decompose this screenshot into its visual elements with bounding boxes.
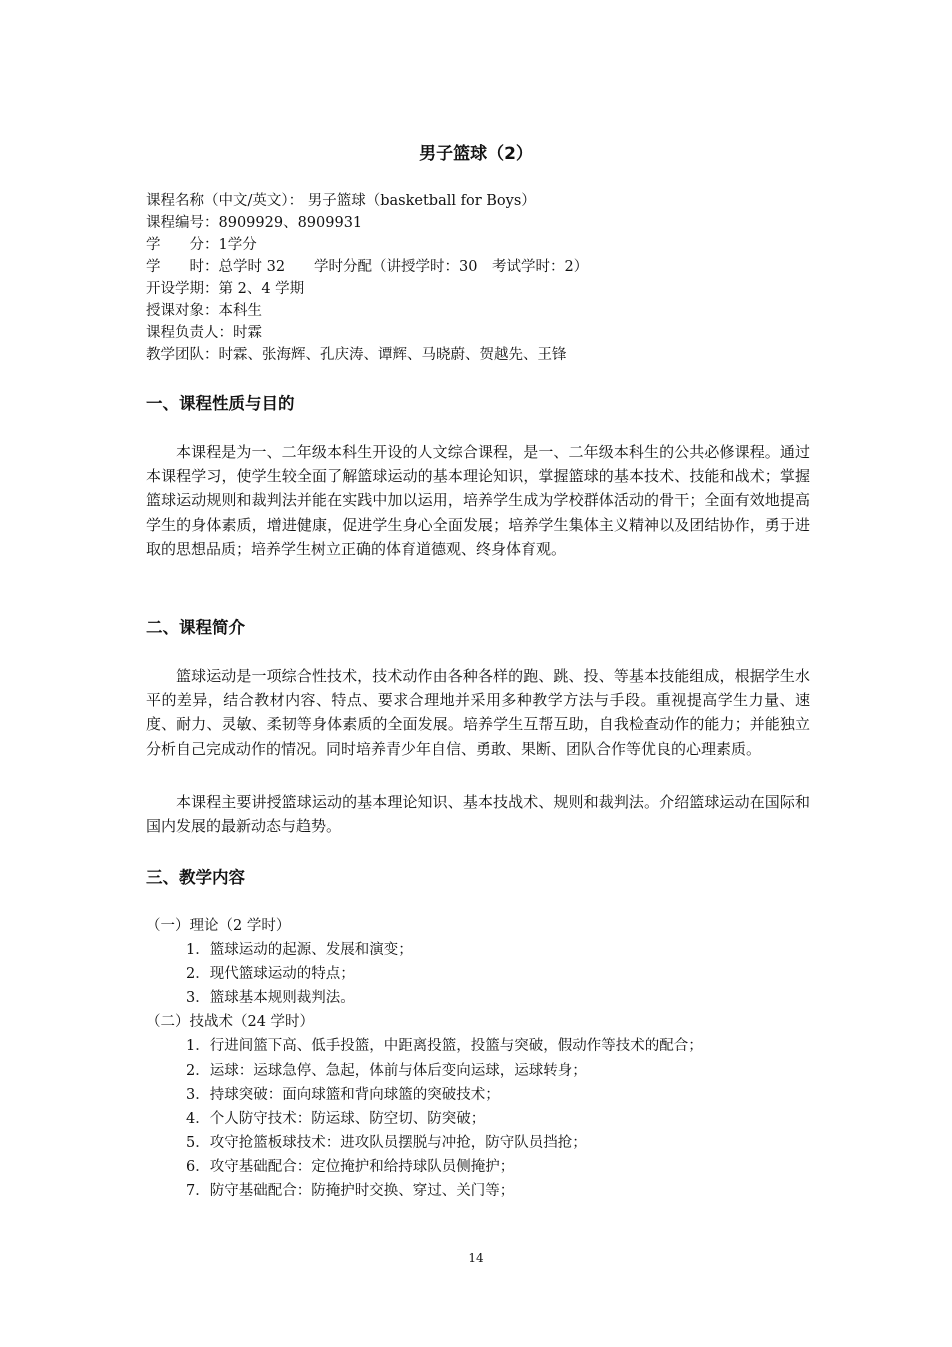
list-item: 5．攻守抢篮板球技术：进攻队员摆脱与冲抢，防守队员挡抢； [186, 1134, 587, 1151]
list-item: 4．个人防守技术：防运球、防空切、防突破； [186, 1110, 486, 1127]
list-item: 2．运球：运球急停、急起，体前与体后变向运球，运球转身； [186, 1062, 587, 1079]
section-heading-content: 三、教学内容 [146, 868, 245, 887]
page-title: 男子篮球（2） [419, 144, 533, 164]
content-list [146, 914, 826, 1203]
group-tactics-label: （二）技战术（24 学时） [146, 1014, 315, 1031]
info-hours: 学 时：总学时 32 学时分配（讲授学时：30 考试学时：2） [146, 259, 589, 275]
info-course-code: 课程编号：8909929、8909931 [146, 215, 363, 231]
course-info [146, 190, 826, 366]
page-number: 14 [468, 1251, 484, 1265]
list-item: 7．防守基础配合：防掩护时交换、穿过、关门等； [186, 1183, 515, 1200]
section-heading-intro: 二、课程简介 [146, 618, 245, 637]
info-audience: 授课对象：本科生 [146, 303, 262, 319]
list-item: 2．现代篮球运动的特点； [186, 966, 355, 983]
group-theory-label: （一）理论（2 学时） [146, 918, 291, 934]
list-item: 1．篮球运动的起源、发展和演变； [186, 942, 413, 959]
list-item: 6．攻守基础配合：定位掩护和给持球队员侧掩护； [186, 1158, 515, 1175]
info-semester: 开设学期：第 2、4 学期 [146, 281, 305, 297]
list-item: 3．持球突破：面向球篮和背向球篮的突破技术； [186, 1086, 500, 1103]
section-heading-nature: 一、课程性质与目的 [146, 394, 295, 413]
info-lead: 课程负责人：时霖 [146, 325, 262, 341]
list-item: 3．篮球基本规则裁判法。 [186, 990, 355, 1007]
info-course-name: 课程名称（中文/英文）： 男子篮球（basketball for Boys） [146, 193, 536, 209]
section-paragraph-intro-1: 篮球运动是一项综合性技术，技术动作由各种各样的跑、跳、投、等基本技能组成，根据学生水平的差异，结合教材内容、特点、要求合理地并采用多种教学方法与手段。重视提高学生力量、速度、耐力、灵敏、柔韧等身体素质的全面发展。培养学生互帮互助，自我检查动作的能力；并能独立分析自己完成动作的情况。同时培养青少年自信、勇敢、果断、团队合作等优良的心理素质。 [146, 667, 810, 758]
info-credits: 学 分：1学分 [146, 237, 257, 253]
list-item: 1．行进间篮下高、低手投篮，中距离投篮，投篮与突破，假动作等技术的配合； [186, 1038, 703, 1055]
section-paragraph-intro-2: 本课程主要讲授篮球运动的基本理论知识、基本技战术、规则和裁判法。介绍篮球运动在国际和国内发展的最新动态与趋势。 [146, 793, 810, 836]
section-paragraph-nature: 本课程是为一、二年级本科生开设的人文综合课程，是一、二年级本科生的公共必修课程。通过本课程学习，使学生较全面了解篮球运动的基本理论知识，掌握篮球的基本技术、技能和战术；掌握篮球运动规则和裁判法并能在实践中加以运用，培养学生成为学校群体活动的骨干；全面有效地提高学生的身体素质，增进健康，促进学生身心全面发展；培养学生集体主义精神以及团结协作，勇于进取的思想品质；培养学生树立正确的体育道德观、终身体育观。 [146, 443, 810, 558]
info-team: 教学团队：时霖、张海辉、孔庆涛、谭辉、马晓蔚、贺越先、王锋 [146, 347, 567, 363]
